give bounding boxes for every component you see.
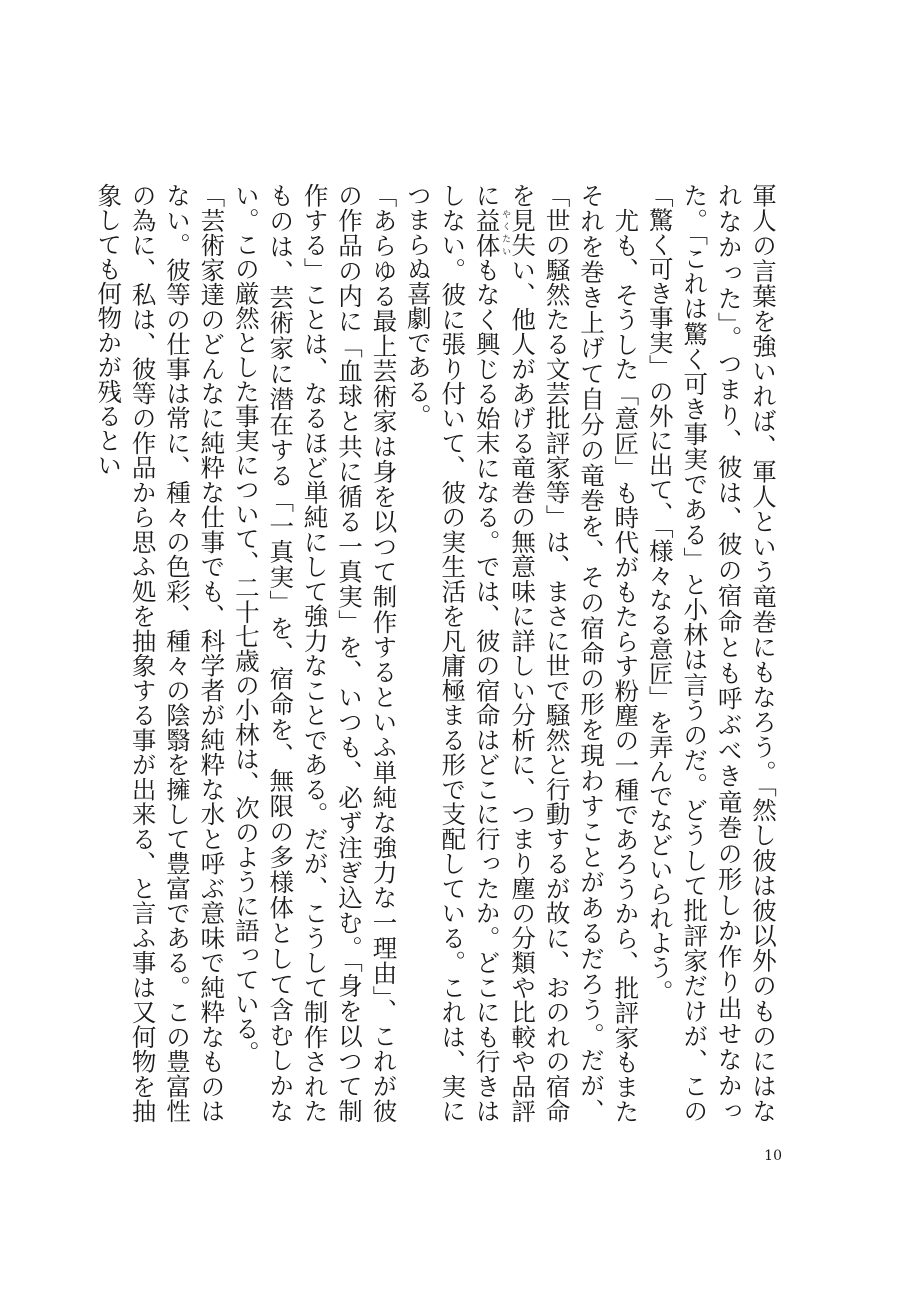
paragraph-4: 「芸術家達のどんなに純粋な仕事でも、科学者が純粋な水と呼ぶ意味で純粋なものはない。彼等の仕事は常に、種々の色彩、種々の陰翳を擁して豊富である。この豊富性の為に、私は、彼等の作品から思ふ処を抽象する事が出来る、と言ふ事は又何物を抽象しても何物かが残るとい — [94, 183, 227, 1123]
ruby-base: 益体 — [472, 207, 502, 258]
paragraph-2-text-a: 尤も、そうした「意匠」も時代がもたらす粉塵の一種であろうから、批評家もまたそれを巻き上げて自分の竜巻を、その宿命の形を現わすことがあるだろう。だが、「世の騒然たる文芸批評家等」は、まさに世で騒然と行動するが故に、おのれの宿命を見失い、他人があげる竜巻の無意味に詳しい分析に、つまり塵の分類や比較や品評に — [472, 183, 641, 1123]
ruby-reading: やくたい — [500, 207, 511, 258]
page-number: 10 — [764, 1148, 782, 1164]
paragraph-3: 「あらゆる最上芸術家は身を以つて制作するといふ単純な強力な一理由」、これが彼の作品の内に「血球と共に循る一真実」を、いつも、必ず注ぎ込む。「身を以つて制作する」ことは、なるほど単純にして強力なことである。だが、こうして制作されたものは、芸術家に潜在する「一真実」を、宿命を、無限の多様体として含むしかない。この厳然とした事実について、二十七歳の小林は、次のように語っている。 — [231, 183, 399, 1124]
paragraph-2-text-b: もなく興じる始末になる。では、彼の宿命はどこに行ったか。どこにも行きはしない。彼に張り付いて、彼の実生活を凡庸極まる形で支配している。これは、実につまらぬ喜劇である。 — [403, 183, 502, 1124]
paragraph-2 — [400, 183, 642, 1123]
ruby-yakutai — [472, 207, 511, 258]
paragraph-1: 軍人の言葉を強いれば、軍人という竜巻にもなろう。「然し彼は彼以外のものにはなれなかった」。つまり、彼は、彼の宿命とも呼ぶべき竜巻の形しか作り出せなかった。「これは驚く可き事実である」と小林は言うのだ。どうして批評家だけが、この「驚く可き事実」の外に出て、「様々なる意匠」を弄んでなどいられよう。 — [645, 183, 778, 1124]
vertical-body-text — [94, 183, 780, 1124]
